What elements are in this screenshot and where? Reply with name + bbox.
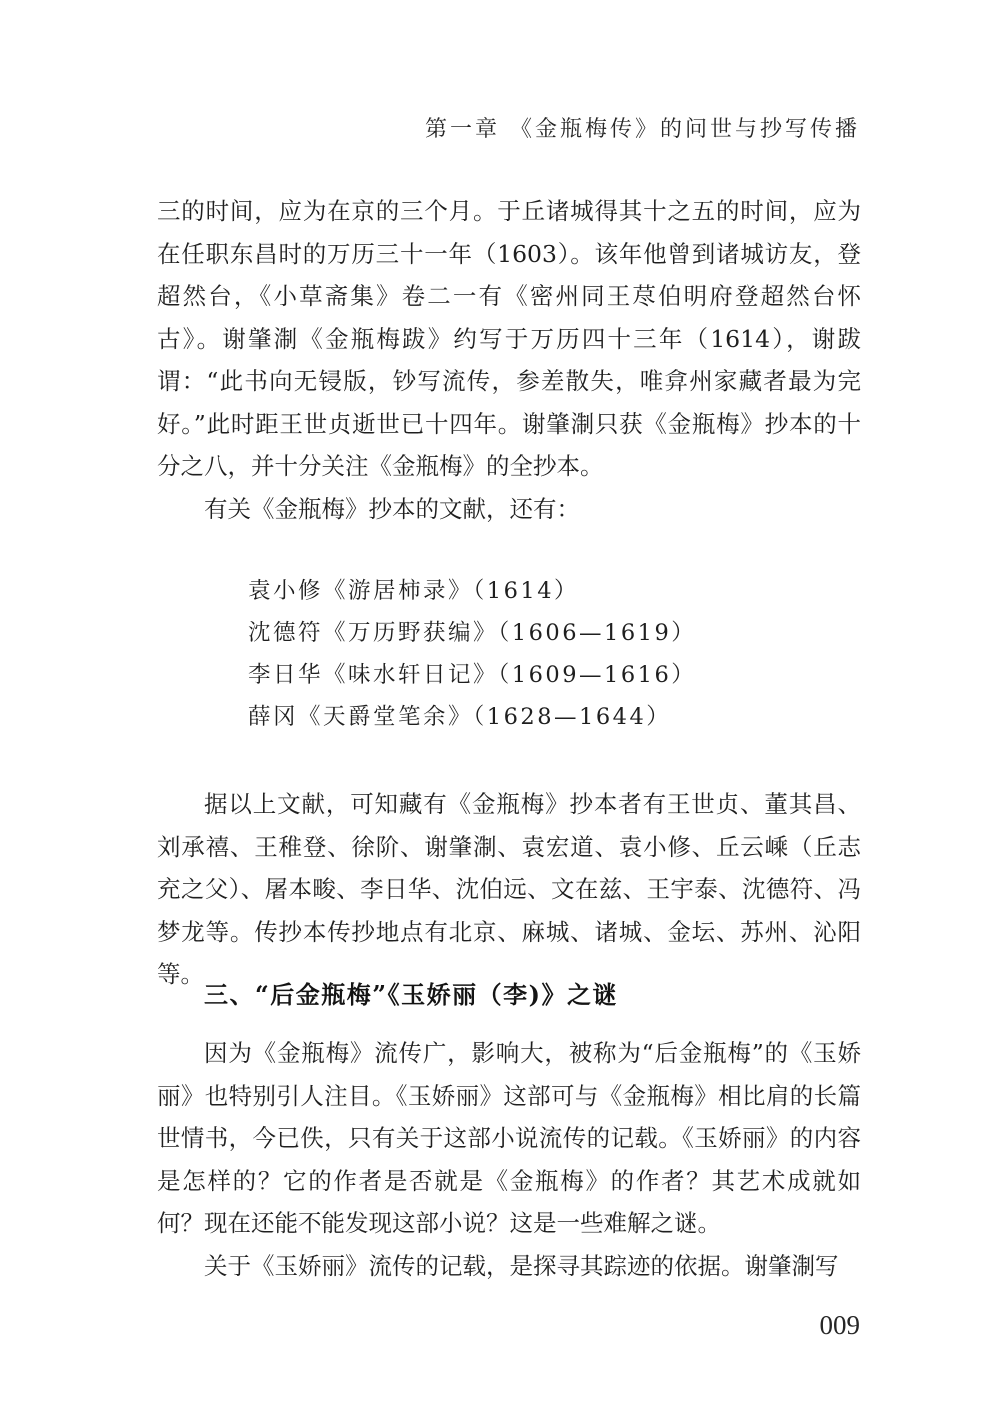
reference-item: 袁小修《游居柿录》（1614） [248, 578, 580, 604]
paragraph-continued: 三的时间，应为在京的三个月。于丘诸城得其十之五的时间，应为在任职东昌时的万历三十一年（1603）。该年他曾到诸城访友，登超然台，《小草斋集》卷二一有《密州同王荩伯明府登超然台怀古》。谢肇淛《金瓶梅跋》约写于万历四十三年（1614），谢跋谓：“此书向无锓版，钞写流传，参差散失，唯弇州家藏者最为完好。”此时距王世贞逝世已十四年。谢肇淛只获《金瓶梅》抄本的十分之八，并十分关注《金瓶梅》的全抄本。 [157, 197, 861, 480]
paragraph-collectors: 据以上文献，可知藏有《金瓶梅》抄本者有王世贞、董其昌、刘承禧、王稚登、徐阶、谢肇淛、袁宏道、袁小修、丘云嵊（丘志充之父）、屠本畯、李日华、沈伯远、文在兹、王宇泰、沈德符、冯梦龙等。传抄本传抄地点有北京、麻城、诸城、金坛、苏州、沁阳等。 [157, 790, 861, 988]
running-header: 第一章 《金瓶梅传》的问世与抄写传播 [425, 117, 860, 142]
paragraph-intro-list: 有关《金瓶梅》抄本的文献，还有： [204, 494, 580, 523]
section-heading: 三、“后金瓶梅”《玉娇丽（李)》之谜 [204, 980, 618, 1009]
reference-item: 沈德符《万历野获编》（1606—1619） [248, 620, 697, 646]
body-text-bottom [157, 1032, 861, 1287]
paragraph-yujiaoli-records: 关于《玉娇丽》流传的记载，是探寻其踪迹的依据。谢肇淛写 [204, 1251, 839, 1280]
page-number: 009 [819, 1310, 860, 1340]
reference-item: 薛冈《天爵堂笔余》（1628—1644） [248, 704, 672, 730]
reference-item: 李日华《味水轩日记》（1609—1616） [248, 662, 697, 688]
paragraph-yujiaoli-intro: 因为《金瓶梅》流传广，影响大，被称为“后金瓶梅”的《玉娇丽》也特别引人注目。《玉娇丽》这部可与《金瓶梅》相比肩的长篇世情书，今已佚，只有关于这部小说流传的记载。《玉娇丽》的内容是怎样的？它的作者是否就是《金瓶梅》的作者？其艺术成就如何？现在还能不能发现这部小说？这是一些难解之谜。 [157, 1039, 861, 1237]
body-text-top [157, 190, 861, 530]
body-text-middle [157, 783, 861, 996]
reference-list [248, 570, 848, 738]
